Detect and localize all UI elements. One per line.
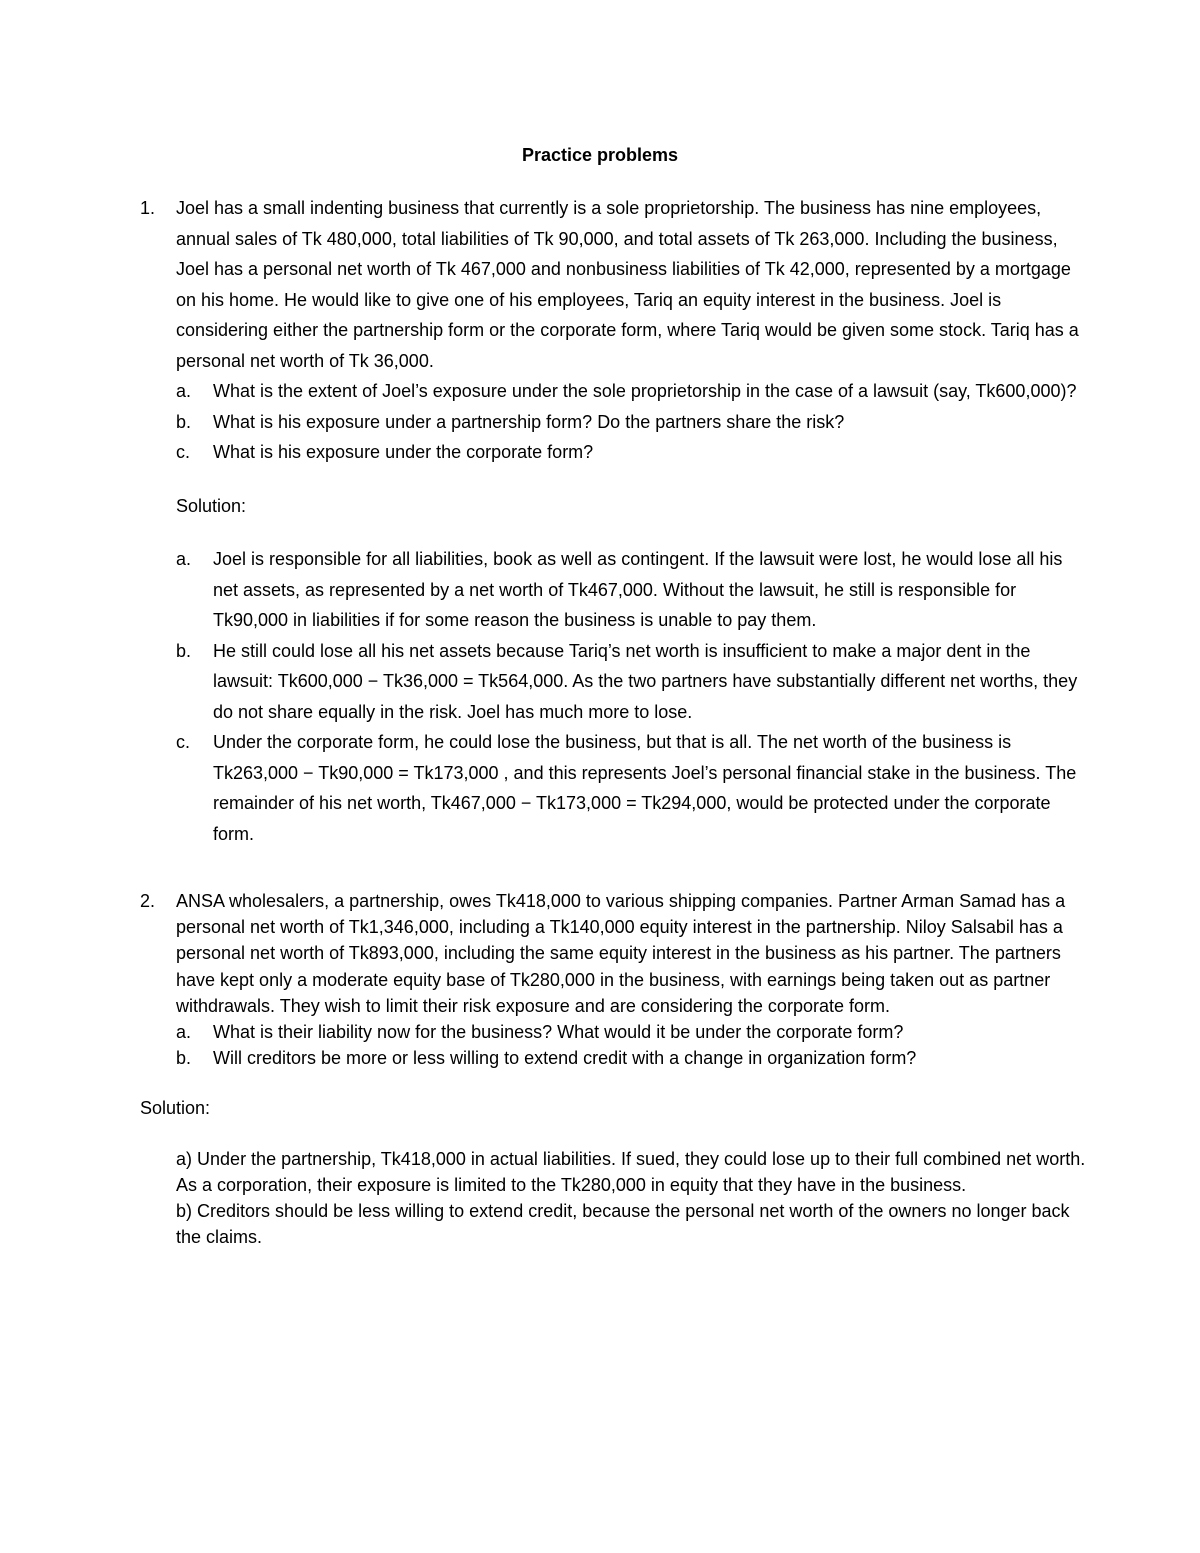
question-letter: b. [176, 411, 192, 432]
question-text: What is their liability now for the business? What would it be under the corporate form? [213, 1022, 904, 1043]
solution-label: Solution: [140, 1098, 211, 1119]
answer-text: Under the partnership, Tk418,000 in actual liabilities. If sued, they could lose up to their full combined net worth. As a corporation, their exposure is limited to the Tk280,000 in equity that they have in the business. [176, 1148, 1086, 1195]
question-item [176, 1045, 1090, 1071]
question-text: What is his exposure under a partnership form? Do the partners share the risk? [213, 411, 845, 432]
question-letter: c. [176, 442, 191, 462]
question-item [176, 407, 1090, 438]
answer-letter: b. [176, 640, 192, 661]
problem-2-answers [140, 1146, 1090, 1251]
problem-number: 1. [140, 198, 156, 218]
answer-label: b) [176, 1201, 193, 1222]
problem-1-questions [140, 376, 1090, 849]
answer-item [176, 1146, 1090, 1198]
answer-text: Joel is responsible for all liabilities, book as well as contingent. If the lawsuit were lost, he would lose all his net assets, as represented by a net worth of Tk467,000. Without the lawsuit, he still is responsible for Tk90,000 in liabilities if for some reason the business is unable to pay them. [213, 549, 1063, 630]
answer-text: Creditors should be less willing to extend credit, because the personal net worth of the owners no longer back the claims. [176, 1201, 1070, 1248]
problem-2-statement [140, 888, 1090, 1019]
answer-item [176, 1198, 1090, 1250]
problem-number: 2. [140, 891, 156, 911]
answer-letter: a. [176, 549, 192, 569]
answer-item [176, 636, 1090, 728]
question-item [176, 376, 1090, 407]
page-title: Practice problems [521, 145, 679, 165]
problem-text: Joel has a small indenting business that currently is a sole proprietorship. The business has nine employees, annual sales of Tk 480,000, total liabilities of Tk 90,000, and total assets of Tk 263,000. Including the business, Joel has a personal net worth of Tk 467,000 and nonbusiness liabilities of Tk 42,000, represented by a mortgage on his home. He would like to give one of his employees, Tariq an equity interest in the business. Joel is considering either the partnership form or the corporate form, where Tariq would be given some stock. Tariq has a personal net worth of Tk 36,000. [176, 198, 1079, 371]
answer-item [176, 727, 1090, 849]
problem-2 [140, 888, 1090, 1250]
question-letter: a. [176, 381, 192, 401]
question-item [176, 1019, 1090, 1045]
answer-text: Under the corporate form, he could lose the business, but that is all. The net worth of the business is Tk263,000 − Tk90,000 = Tk173,000 , and this represents Joel’s personal financial stake in the business. The remainder of his net worth, Tk467,000 − Tk173,000 = Tk294,000, would be protected under the corporate form. [213, 732, 1077, 844]
question-letter: b. [176, 1048, 192, 1069]
question-text: Will creditors be more or less willing to extend credit with a change in organization form? [213, 1048, 917, 1069]
solution-label: Solution: [176, 495, 247, 516]
question-text: What is his exposure under the corporate form? [213, 442, 594, 462]
problem-1 [140, 193, 1090, 849]
question-item [176, 437, 1090, 468]
answer-letter: c. [176, 732, 191, 752]
answer-text: He still could lose all his net assets because Tariq’s net worth is insufficient to make a major dent in the lawsuit: Tk600,000 − Tk36,000 = Tk564,000. As the two partners have substantially different net worths, they do not share equally in the risk. Joel has much more to lose. [213, 640, 1078, 722]
problem-1-statement [140, 193, 1090, 376]
question-letter: a. [176, 1022, 192, 1043]
problem-2-questions [140, 1019, 1090, 1071]
problem-text: ANSA wholesalers, a partnership, owes Tk418,000 to various shipping companies. Partner Arman Samad has a personal net worth of Tk1,346,000, including a Tk140,000 equity interest in the partnership. Niloy Salsabil has a personal net worth of Tk893,000, including the same equity interest in the business as his partner. The partners have kept only a moderate equity base of Tk280,000 in the business, with earnings being taken out as partner withdrawals. They wish to limit their risk exposure and are considering the corporate form. [176, 891, 1066, 1016]
answer-label: a) [176, 1148, 193, 1169]
question-text: What is the extent of Joel’s exposure under the sole proprietorship in the case of a lawsuit (say, Tk600,000)? [213, 381, 1077, 401]
answer-item [176, 544, 1090, 636]
